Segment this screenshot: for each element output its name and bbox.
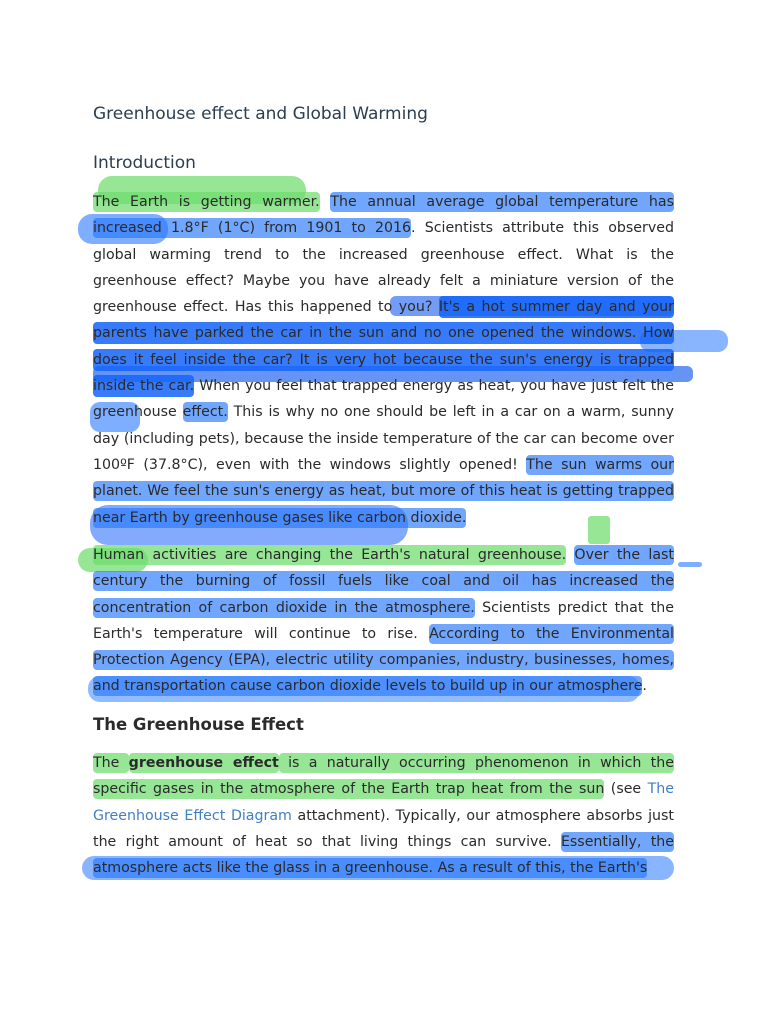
greenhouse-diagram-link[interactable]: The Greenhouse Effect Diagram bbox=[93, 781, 675, 824]
text-run: . bbox=[642, 678, 647, 695]
paragraph-intro-1 bbox=[93, 189, 674, 531]
paragraph-intro-2 bbox=[93, 542, 674, 700]
highlight-blue: effect. bbox=[182, 404, 228, 421]
section-heading-introduction: Introduction bbox=[93, 153, 196, 173]
highlight-green: The Earth is getting warmer. bbox=[93, 194, 320, 210]
highlight-blue: The annual average global temperature has increased 1.8°F (1°C) from 1901 to 2016 bbox=[93, 194, 674, 237]
text-run: This is why no one should be left in a car on a warm, sunny day (including pets), because the inside temperature of the car can become over 100ºF (37.8°C), even with the windows slightly opened! bbox=[93, 404, 674, 473]
paragraph-greenhouse-1 bbox=[93, 750, 674, 881]
document-title: Greenhouse effect and Global Warming bbox=[93, 104, 428, 124]
highlight-green: is a naturally occurring phenomenon in which the specific gases in the atmosphere of the Earth trap heat from the sun bbox=[93, 755, 674, 798]
text-run: . Scientists attribute this observed global warming trend to the increased greenhouse effect. What is the greenhouse effect? Maybe you have already felt a miniature version of the greenhouse effect. Has this happened to you? bbox=[93, 220, 674, 316]
text-run: (see bbox=[604, 781, 648, 798]
highlight-green: The bbox=[93, 755, 129, 771]
section-heading-greenhouse-effect: The Greenhouse Effect bbox=[93, 715, 304, 734]
highlight-stroke bbox=[678, 562, 702, 567]
highlight-blue: The sun warms our planet. We feel the sun's energy as heat, but more of this heat is getting trapped near Earth by greenhouse gases like carbon dioxide. bbox=[93, 456, 674, 526]
highlight-blue: According to the Environmental Protection Agency (EPA), electric utility companies, industry, businesses, homes, and transportation cause carbon dioxide levels to build up in our atmosphere bbox=[93, 625, 674, 695]
highlight-blue-dark: It's a hot summer day and your parents have parked the car in the sun and no one opened the windows. How does it feel inside the car? It is very hot because the sun's energy is trapped inside the car. bbox=[93, 296, 674, 397]
text-run: When you feel that trapped energy as heat, you have just felt the greenhouse bbox=[93, 378, 674, 421]
highlight-blue: Essentially, the atmosphere acts like the glass in a greenhouse. As a result of this, the Earth's bbox=[93, 833, 674, 877]
highlight-green: Human activities are changing the Earth's natural greenhouse. bbox=[93, 547, 567, 563]
text-run bbox=[320, 194, 331, 210]
highlight-green-bold-term: greenhouse effect bbox=[128, 755, 279, 771]
text-run: attachment). Typically, our atmosphere absorbs just the right amount of heat so that living things can survive. bbox=[93, 807, 674, 850]
text-run: Scientists predict that the Earth's temperature will continue to rise. bbox=[93, 599, 674, 642]
highlight-blue: Over the last century the burning of fossil fuels like coal and oil has increased the concentration of carbon dioxide in the atmosphere. bbox=[93, 547, 674, 616]
